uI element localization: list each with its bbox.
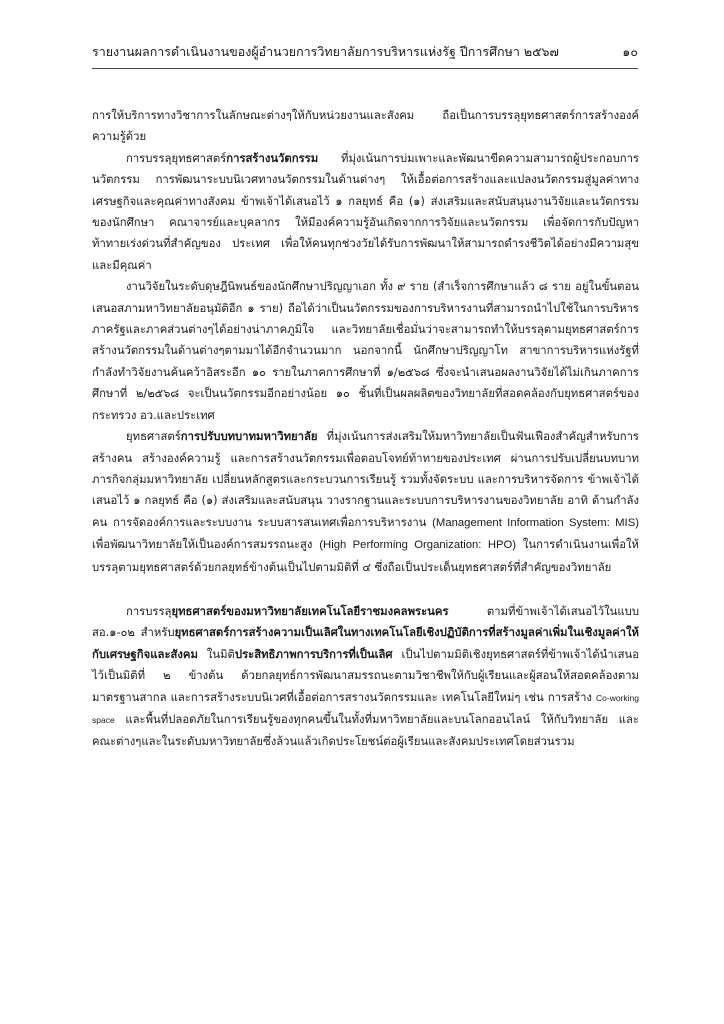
paragraph-5-bold-excellence-strategy: ยุทธศาสตร์การสร้างความเป็นเลิศในทางเทคโนโลยีเชิงปฏิบัติการที่สร้างมูลค่าเพิ่มในเชิงมูลค่าให้กับเศรษฐกิจและสังคม	[92, 626, 639, 661]
paragraph-5-text-1: ตามที่ข้าพเจ้าได้เสนอไว้ในแบบ สอ.๑-๐๒ สำหรับ	[92, 604, 639, 640]
paragraph-5-text-2: ในมิติ	[197, 647, 235, 661]
paragraph-4-text-1: ที่มุ่งเน้นการส่งเสริมให้มหาวิทยาลัยเป็นฟันเฟืองสำคัญสำหรับการสร้างคน สร้างองค์ความรู้ และการสร้างนวัตกรรมเพื่อตอบโจทย์ท้าทายของประเทศ ผ่านการปรับเปลี่ยนบทบาทภารกิจกลุ่มมหาวิทยาลัย เปลี่ยนหลักสูตรและกระบวนการเรียนรู้ รวมทั้งจัดระบบ และการบริหารจัดการ ข้าพเจ้าได้เสนอไว้ ๑ กลยุทธ์ คือ (๑) ส่งเสริมและสนับสนุน วางรากฐานและระบบการบริหารงานของวิทยาลัย อาทิ ด้านกำลังคน การจัดองค์การและระบบงาน ระบบสารสนเทศเพื่อการบริหารงาน	[92, 430, 639, 529]
paragraph-4	[92, 426, 639, 578]
paragraph-2-text-after: ที่มุ่งเน้นการบ่มเพาะและพัฒนาขีดความสามารถผู้ประกอบการ นวัตกรรม การพัฒนาระบบนิเวศทางนวัตกรรมในด้านต่างๆ ให้เอื้อต่อการสร้างและแปลงนวัตกรรมสู่มูลค่าทาง เศรษฐกิจและคุณค่าทางสังคม ข้าพเจ้าได้เสนอไว้ ๑ กลยุทธ์ คือ (๑) ส่งเสริมและสนับสนุนงานวิจัยและนวัตกรรมของนักศึกษา คณาจารย์และบุคลากร ให้มีองค์ความรู้อันเกิดจากการวิจัยและนวัตกรรม เพื่อจัดการกับปัญหาท้าทายเร่งด่วนที่สำคัญของ ประเทศ เพื่อให้คนทุกช่วงวัยได้รับการพัฒนาให้สามารถดำรงชีวิตได้อย่างมีความสุขและมีคุณค่า	[92, 151, 639, 272]
paragraph-5-text-after: และพื้นที่ปลอดภัยในการเรียนรู้ของทุกคนขึ้นในทั้งที่มหาวิทยาลัยและบนโลกออนไลน์ ให้กับวิทยาลัย และคณะต่างๆและในระดับมหาวิทยาลัยซึ่งล้วนแล้วเกิดประโยชน์ต่อผู้เรียนและสังคมประเทศโดยส่วนรวม	[92, 712, 639, 749]
paragraph-5-coworking-term: Co-working space	[92, 692, 639, 725]
paragraph-5-text-3: เป็นไปตามมิติเชิงยุทธศาสตร์ที่ข้าพเจ้าได้นำเสนอไว้เป็นมิติที่ ๒ ข้างต้น ด้วยกลยุทธ์การพัฒนาสมรรถนะตามวิชาชีพให้กับผู้เรียนและผู้สอนให้สอดคล้องตามมาตรฐานสากล และการสร้างระบบนิเวศที่เอื้อต่อการสรางนวัตกรรมและ เทคโนโลยีใหม่ๆ เช่น การสร้าง	[92, 647, 639, 704]
paragraph-2-bold-innovation: การสร้างนวัตกรรม	[226, 151, 319, 165]
paragraph-5	[92, 601, 639, 753]
header-title: รายงานผลการดำเนินงานของผู้อำนวยการวิทยาลัยการบริหารแห่งรัฐ ปีการศึกษา ๒๕๖๗	[92, 44, 559, 59]
paragraph-5-text-before: การบรรลุ	[126, 604, 172, 618]
running-header	[92, 42, 638, 62]
paragraph-4-text-3: ในการดำเนินงานเพื่อให้บรรลุตามยุทธศาสตร์ด้วยกลยุทธ์ข้างต้นเป็นไปตามมิติที่ ๔ ซึ่งถือเป็นประเด็นยุทธศาสตร์ที่สำคัญของวิทยาลัย	[92, 538, 639, 574]
paragraph-4-hpo-term: (High Performing Organization: HPO)	[319, 539, 517, 552]
paragraph-4-bold-university-role: การปรับบทบาทมหาวิทยาลัย	[180, 430, 318, 444]
paragraph-1: การให้บริการทางวิชาการในลักษณะต่างๆให้กับหน่วยงานและสังคม ถือเป็นการบรรลุยุทธศาสตร์การสร้างองค์ความรู้ด้วย	[92, 109, 639, 144]
page-number: ๑๐	[622, 44, 638, 59]
header-rule	[92, 68, 638, 69]
paragraph-5-bold-university-strategy: ยุทธศาสตร์ของมหาวิทยาลัยเทคโนโลยีราชมงคลพระนคร	[171, 604, 449, 618]
paragraph-2	[92, 148, 639, 276]
paragraph-4-mis-term: (Management Information System: MIS)	[432, 516, 639, 529]
body-text	[92, 105, 639, 753]
paragraph-4-text-2: เพื่อพัฒนาวิทยาลัยให้เป็นองค์การสมรรถนะสูง	[92, 538, 320, 552]
paragraph-4-text-before: ยุทธศาสตร์	[126, 430, 181, 444]
paragraph-5-bold-service-efficiency: ประสิทธิภาพการบริการที่เป็นเลิศ	[234, 647, 393, 661]
paragraph-2-text-before: การบรรลุยุทธศาสตร์	[126, 151, 227, 165]
paragraph-3: งานวิจัยในระดับดุษฎีนิพนธ์ของนักศึกษาปริญญาเอก ทั้ง ๙ ราย (สำเร็จการศึกษาแล้ว ๘ ราย อยู่ในขั้นตอนเสนอสภามหาวิทยาลัยอนุมัติอีก ๑ ราย) ถือได้ว่าเป็นนวัตกรรมของการบริหารงานที่สามารถนำไปใช้ในการบริหารภาครัฐและภาคส่วนต่างๆได้อย่างน่าภาคภูมิใจ และวิทยาลัยเชื่อมั่นว่าจะสามารถทำให้บรรลุตามยุทธศาสตร์การสร้างนวัตกรรมในด้านต่างๆตามมาได้อีกจำนวนมาก นอกจากนี้ นักศึกษาปริญญาโท สาขาการบริหารแห่งรัฐที่กำลังทำวิจัยงานค้นคว้าอิสระอีก ๑๐ รายในภาคการศึกษาที่ ๑/๒๕๖๘ ซึ่งจะนำเสนอผลงานวิจัยได้ไม่เกินภาคการศึกษาที่ ๒/๒๕๖๘ จะเป็นนวัตกรรมอีกอย่างน้อย ๑๐ ชิ้นที่เป็นผลผลิตของวิทยาลัยที่สอดคล้องกับยุทธศาสตร์ของกระทรวง อว.และประเทศ	[92, 280, 639, 422]
